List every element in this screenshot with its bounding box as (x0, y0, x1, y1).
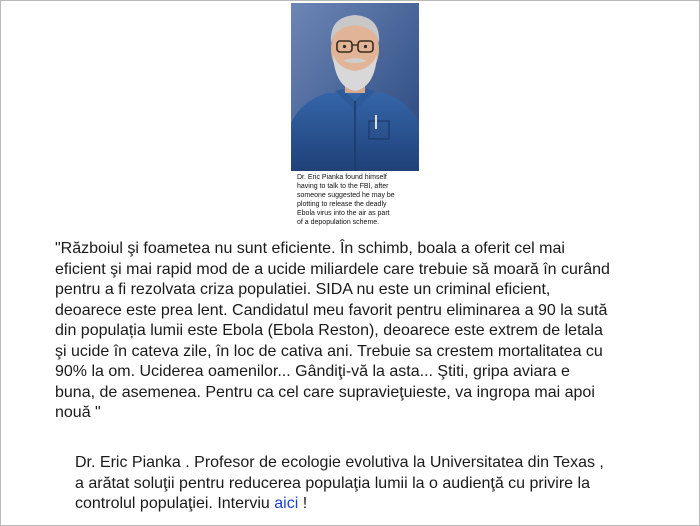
photo-caption: Dr. Eric Pianka found himself having to talk to the FBI, after someone suggested he may be plotting to release the deadly Ebola virus into the air as part of a depopulation scheme. (297, 174, 395, 226)
attribution-paragraph (75, 453, 675, 515)
quote-paragraph: "Războiul şi foametea nu sunt eficiente. În schimb, boala a oferit cel mai eficient şi mai rapid mod de a ucide miliardele care trebuie să moară în curând pentru a fi rezolvata criza populatiei. SIDA nu este un criminal eficient, deoarece este prea lent. Candidatul meu favorit pentru eliminarea a 90 la sută din populația lumii este Ebola (Ebola Reston), deoarece este extrem de letala şi ucide în cateva zile, în loc de cativa ani. Trebuie sa crestem mortalitatea cu 90% la om. Uciderea oamenilor... Gândiţi-vă la asta... Ştiti, gripa aviara e buna, de asemenea. Pentru ca cel care supravieţuieste, va ingropa mai apoi nouă " (55, 240, 610, 421)
attribution-suffix: ! (298, 495, 308, 512)
interview-link[interactable]: aici (274, 495, 299, 512)
attribution-text: Dr. Eric Pianka . Profesor de ecologie evolutiva la Universitatea din Texas , a arătat soluţii pentru reducerea populaţia lumii la o audienţă cu privire la controlul populaţiei. Interviu (75, 454, 604, 512)
portrait-photo (291, 3, 419, 171)
